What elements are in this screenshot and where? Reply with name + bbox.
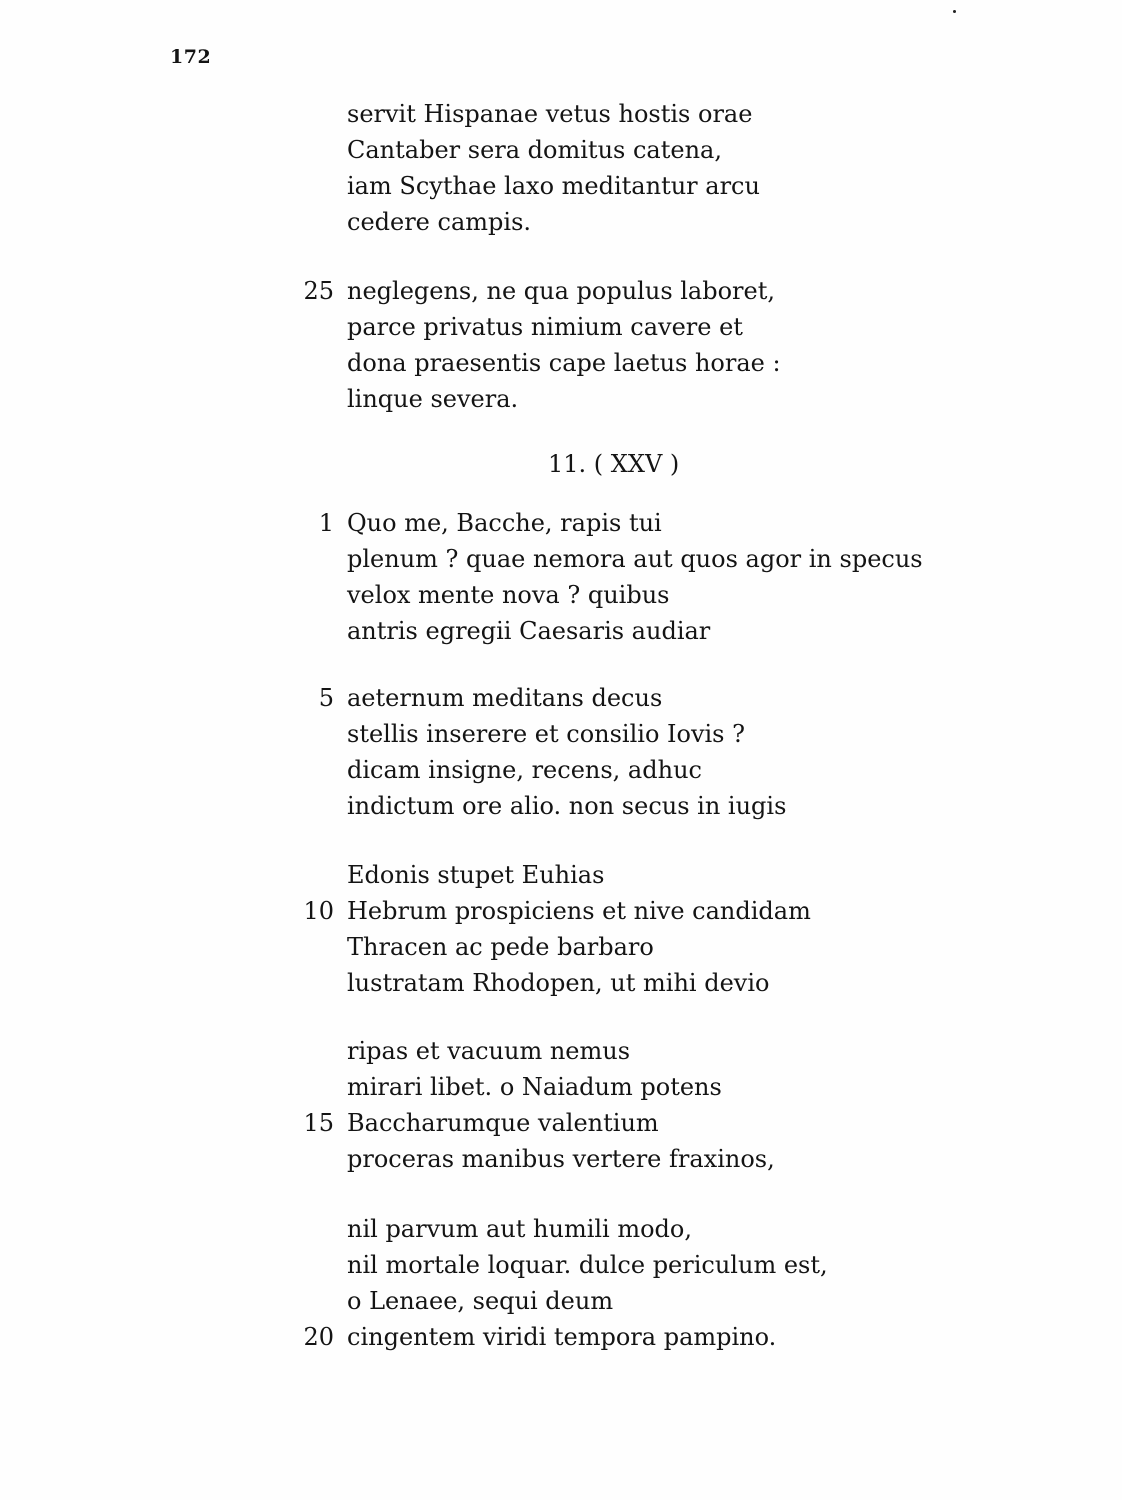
line-number: 20 xyxy=(303,1323,334,1351)
line-text: linque severa. xyxy=(347,385,519,413)
verse-line xyxy=(0,1033,1122,1069)
line-text: ripas et vacuum nemus xyxy=(347,1037,631,1065)
poem-heading: 11. ( XXV ) xyxy=(548,450,680,478)
line-text: nil parvum aut humili modo, xyxy=(347,1215,692,1243)
verse-line xyxy=(0,505,1122,541)
verse-line xyxy=(0,716,1122,752)
line-text: velox mente nova ? quibus xyxy=(347,581,670,609)
line-text: indictum ore alio. non secus in iugis xyxy=(347,792,787,820)
verse-line xyxy=(0,168,1122,204)
verse-line xyxy=(0,857,1122,893)
verse-line xyxy=(0,309,1122,345)
line-number: 25 xyxy=(303,277,334,305)
line-text: lustratam Rhodopen, ut mihi devio xyxy=(347,969,770,997)
line-text: aeternum meditans decus xyxy=(347,684,663,712)
verse-line xyxy=(0,345,1122,381)
line-text: proceras manibus vertere fraxinos, xyxy=(347,1145,775,1173)
verse-line xyxy=(0,965,1122,1001)
line-text: dona praesentis cape laetus horae : xyxy=(347,349,781,377)
verse-line xyxy=(0,381,1122,417)
line-text: cingentem viridi tempora pampino. xyxy=(347,1323,777,1351)
verse-line xyxy=(0,1069,1122,1105)
line-text: stellis inserere et consilio Iovis ? xyxy=(347,720,745,748)
line-text: Hebrum prospiciens et nive candidam xyxy=(347,897,811,925)
verse-line xyxy=(0,132,1122,168)
line-text: antris egregii Caesaris audiar xyxy=(347,617,711,645)
line-text: nil mortale loquar. dulce periculum est, xyxy=(347,1251,828,1279)
line-text: dicam insigne, recens, adhuc xyxy=(347,756,702,784)
line-text: neglegens, ne qua populus laboret, xyxy=(347,277,776,305)
verse-line xyxy=(0,680,1122,716)
verse-line xyxy=(0,96,1122,132)
line-number: 1 xyxy=(318,509,334,537)
line-text: iam Scythae laxo meditantur arcu xyxy=(347,172,760,200)
line-text: Edonis stupet Euhias xyxy=(347,861,605,889)
corner-mark xyxy=(953,10,956,13)
verse-line xyxy=(0,1105,1122,1141)
line-text: servit Hispanae vetus hostis orae xyxy=(347,100,753,128)
verse-line xyxy=(0,204,1122,240)
verse-line xyxy=(0,273,1122,309)
line-text: mirari libet. o Naiadum potens xyxy=(347,1073,722,1101)
line-text: Thracen ac pede barbaro xyxy=(347,933,654,961)
verse-line xyxy=(0,788,1122,824)
verse-line xyxy=(0,1319,1122,1355)
verse-line xyxy=(0,577,1122,613)
verse-line xyxy=(0,1247,1122,1283)
verse-line xyxy=(0,613,1122,649)
verse-line xyxy=(0,929,1122,965)
verse-line xyxy=(0,893,1122,929)
line-text: parce privatus nimium cavere et xyxy=(347,313,743,341)
verse-line xyxy=(0,1283,1122,1319)
line-text: Cantaber sera domitus catena, xyxy=(347,136,722,164)
line-text: Quo me, Bacche, rapis tui xyxy=(347,509,662,537)
verse-line xyxy=(0,541,1122,577)
verse-line xyxy=(0,1141,1122,1177)
verse-line xyxy=(0,752,1122,788)
line-number: 15 xyxy=(303,1109,334,1137)
line-number: 5 xyxy=(318,684,334,712)
line-text: cedere campis. xyxy=(347,208,532,236)
line-text: plenum ? quae nemora aut quos agor in specus xyxy=(347,545,923,573)
verse-line xyxy=(0,1211,1122,1247)
page-number: 172 xyxy=(170,46,212,68)
line-text: Baccharumque valentium xyxy=(347,1109,659,1137)
line-text: o Lenaee, sequi deum xyxy=(347,1287,614,1315)
line-number: 10 xyxy=(303,897,334,925)
